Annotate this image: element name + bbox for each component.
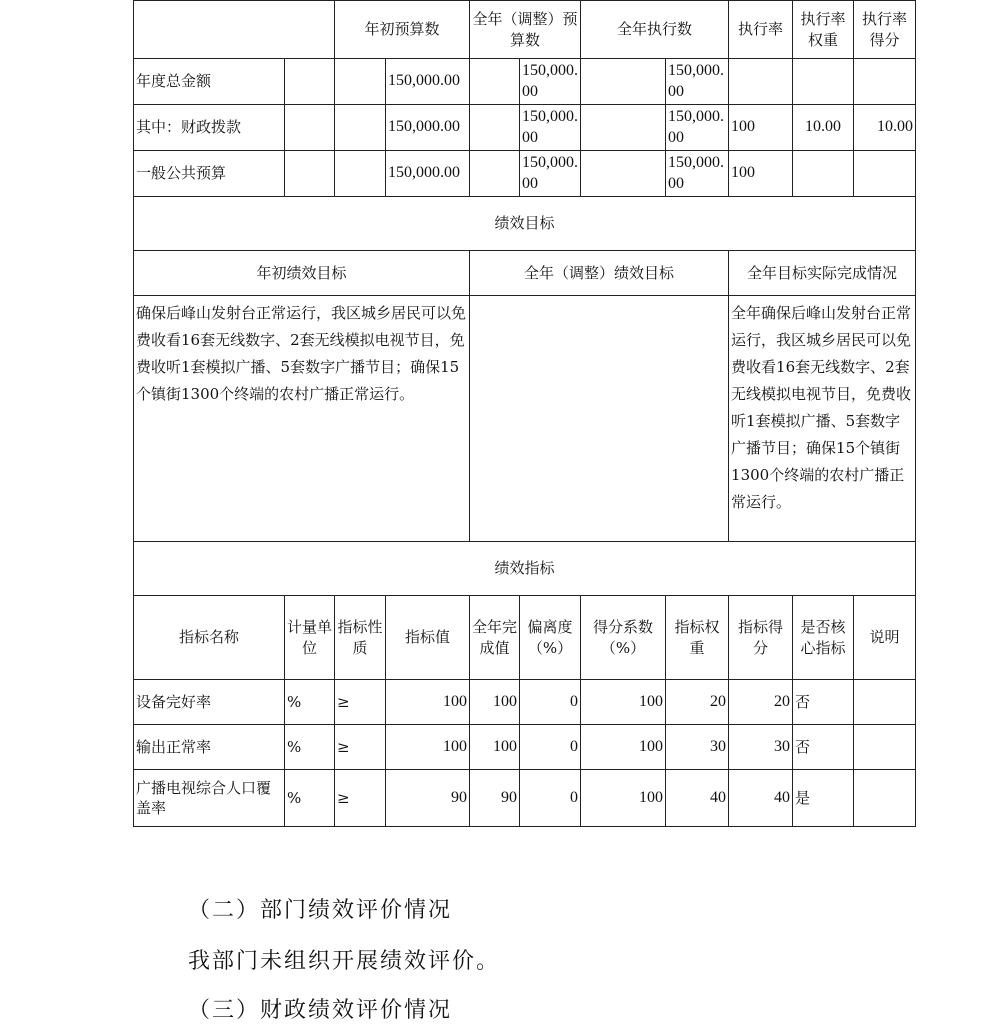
ind-completed: 100 bbox=[470, 680, 520, 725]
table-row bbox=[134, 680, 916, 725]
budget-weight-value: 10.00 bbox=[793, 105, 854, 151]
ind-coefficient: 100 bbox=[581, 680, 666, 725]
ind-value: 90 bbox=[386, 770, 470, 827]
header-rate-weight: 执行率权重 bbox=[793, 1, 854, 59]
ind-nature: ≥ bbox=[335, 680, 386, 725]
budget-row-spacer bbox=[335, 105, 386, 151]
budget-row-label: 其中：财政拨款 bbox=[134, 105, 285, 151]
budget-row bbox=[134, 105, 916, 151]
header-adjusted-budget: 全年（调整）预算数 bbox=[470, 1, 581, 59]
goals-header-adjusted: 全年（调整）绩效目标 bbox=[470, 251, 729, 296]
goals-actual-text: 全年确保后峰山发射台正常运行，我区城乡居民可以免费收看16套无线数字、2套无线模拟电视节目，免费收听1套模拟广播、5套数字广播节目；确保15个镇街1300个终端的农村广播正常运行。 bbox=[729, 296, 916, 542]
ind-header-nature: 指标性质 bbox=[335, 596, 386, 680]
ind-weight: 20 bbox=[666, 680, 729, 725]
goals-header-actual: 全年目标实际完成情况 bbox=[729, 251, 916, 296]
ind-unit: % bbox=[285, 770, 335, 827]
budget-executed-value: 150,000.00 bbox=[666, 151, 729, 197]
goals-section-title: 绩效目标 bbox=[134, 197, 916, 251]
budget-rate-value: 100 bbox=[729, 151, 793, 197]
budget-score-value bbox=[854, 151, 916, 197]
budget-row-spacer bbox=[581, 151, 666, 197]
budget-header-blank bbox=[134, 1, 335, 59]
budget-header-row bbox=[134, 1, 916, 59]
ind-weight: 30 bbox=[666, 725, 729, 770]
ind-weight: 40 bbox=[666, 770, 729, 827]
ind-completed: 90 bbox=[470, 770, 520, 827]
ind-note bbox=[854, 770, 916, 827]
budget-initial-value: 150,000.00 bbox=[386, 59, 470, 105]
table-row bbox=[134, 770, 916, 827]
ind-deviation: 0 bbox=[520, 770, 581, 827]
ind-unit: % bbox=[285, 680, 335, 725]
header-execution-rate: 执行率 bbox=[729, 1, 793, 59]
goals-adjusted-text bbox=[470, 296, 729, 542]
ind-header-value: 指标值 bbox=[386, 596, 470, 680]
budget-row-spacer bbox=[285, 105, 335, 151]
goals-header-row bbox=[134, 251, 916, 296]
ind-score: 30 bbox=[729, 725, 793, 770]
budget-initial-value: 150,000.00 bbox=[386, 151, 470, 197]
budget-executed-value: 150,000.00 bbox=[666, 105, 729, 151]
goals-header-initial: 年初绩效目标 bbox=[134, 251, 470, 296]
ind-header-weight: 指标权重 bbox=[666, 596, 729, 680]
budget-score-value: 10.00 bbox=[854, 105, 916, 151]
budget-weight-value bbox=[793, 59, 854, 105]
ind-coefficient: 100 bbox=[581, 770, 666, 827]
dept-eval-text: 我部门未组织开展绩效评价。 bbox=[188, 949, 501, 974]
budget-score-value bbox=[854, 59, 916, 105]
ind-value: 100 bbox=[386, 680, 470, 725]
budget-row-spacer bbox=[285, 151, 335, 197]
ind-header-deviation: 偏离度（%） bbox=[520, 596, 581, 680]
indicators-section-title: 绩效指标 bbox=[134, 542, 916, 596]
finance-eval-heading: （三）财政绩效评价情况 bbox=[188, 998, 453, 1023]
ind-name: 设备完好率 bbox=[134, 680, 285, 725]
budget-row-label: 一般公共预算 bbox=[134, 151, 285, 197]
ind-coefficient: 100 bbox=[581, 725, 666, 770]
indicators-header-row bbox=[134, 596, 916, 680]
table-row bbox=[134, 725, 916, 770]
budget-row-spacer bbox=[581, 105, 666, 151]
performance-table bbox=[133, 0, 916, 827]
budget-row-spacer bbox=[470, 105, 520, 151]
ind-deviation: 0 bbox=[520, 680, 581, 725]
budget-rate-value: 100 bbox=[729, 105, 793, 151]
header-executed: 全年执行数 bbox=[581, 1, 729, 59]
ind-core: 否 bbox=[793, 725, 854, 770]
budget-rate-value bbox=[729, 59, 793, 105]
ind-nature: ≥ bbox=[335, 725, 386, 770]
budget-adjusted-value: 150,000.00 bbox=[520, 105, 581, 151]
budget-row-spacer bbox=[335, 151, 386, 197]
goals-title-row bbox=[134, 197, 916, 251]
ind-completed: 100 bbox=[470, 725, 520, 770]
indicators-title-row bbox=[134, 542, 916, 596]
ind-header-completed: 全年完成值 bbox=[470, 596, 520, 680]
dept-eval-heading: （二）部门绩效评价情况 bbox=[188, 898, 453, 923]
ind-nature: ≥ bbox=[335, 770, 386, 827]
ind-deviation: 0 bbox=[520, 725, 581, 770]
ind-core: 是 bbox=[793, 770, 854, 827]
budget-row bbox=[134, 59, 916, 105]
budget-adjusted-value: 150,000.00 bbox=[520, 59, 581, 105]
goals-content-row bbox=[134, 296, 916, 542]
ind-score: 40 bbox=[729, 770, 793, 827]
budget-row-label: 年度总金额 bbox=[134, 59, 285, 105]
budget-initial-value: 150,000.00 bbox=[386, 105, 470, 151]
header-rate-score: 执行率得分 bbox=[854, 1, 916, 59]
budget-executed-value: 150,000.00 bbox=[666, 59, 729, 105]
ind-core: 否 bbox=[793, 680, 854, 725]
header-initial-budget: 年初预算数 bbox=[335, 1, 470, 59]
budget-adjusted-value: 150,000.00 bbox=[520, 151, 581, 197]
budget-row-spacer bbox=[335, 59, 386, 105]
ind-header-unit: 计量单位 bbox=[285, 596, 335, 680]
budget-row-spacer bbox=[470, 59, 520, 105]
ind-note bbox=[854, 680, 916, 725]
goals-initial-text: 确保后峰山发射台正常运行，我区城乡居民可以免费收看16套无线数字、2套无线模拟电视节目，免费收听1套模拟广播、5套数字广播节目；确保15个镇街1300个终端的农村广播正常运行。 bbox=[134, 296, 470, 542]
ind-header-note: 说明 bbox=[854, 596, 916, 680]
budget-row bbox=[134, 151, 916, 197]
budget-row-spacer bbox=[581, 59, 666, 105]
ind-score: 20 bbox=[729, 680, 793, 725]
ind-value: 100 bbox=[386, 725, 470, 770]
budget-weight-value bbox=[793, 151, 854, 197]
ind-name: 输出正常率 bbox=[134, 725, 285, 770]
ind-name: 广播电视综合人口覆盖率 bbox=[134, 770, 285, 827]
budget-row-spacer bbox=[285, 59, 335, 105]
budget-row-spacer bbox=[470, 151, 520, 197]
ind-unit: % bbox=[285, 725, 335, 770]
ind-header-name: 指标名称 bbox=[134, 596, 285, 680]
ind-header-core: 是否核心指标 bbox=[793, 596, 854, 680]
ind-header-coefficient: 得分系数（%） bbox=[581, 596, 666, 680]
ind-header-score: 指标得分 bbox=[729, 596, 793, 680]
ind-note bbox=[854, 725, 916, 770]
